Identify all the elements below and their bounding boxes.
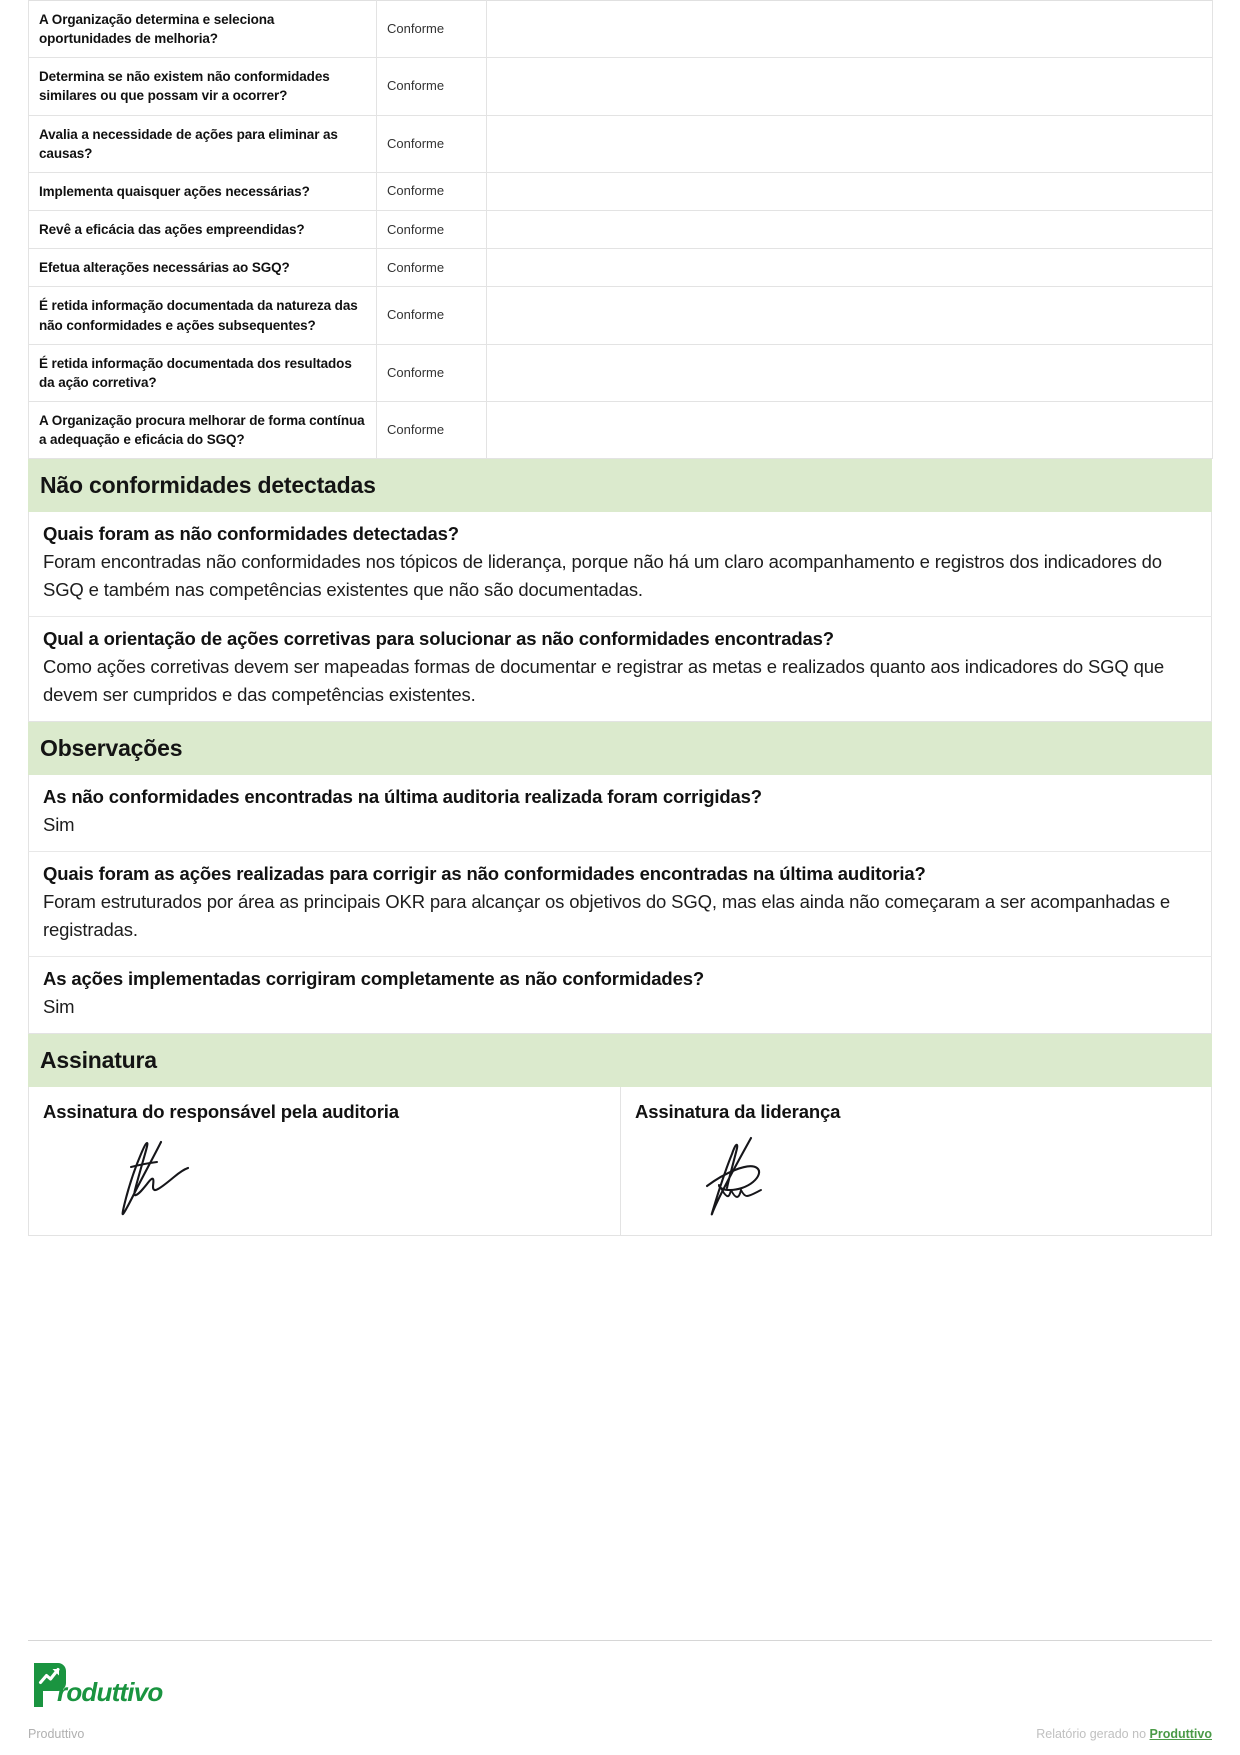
signature-block-auditor: [29, 1087, 620, 1235]
qa-answer: Sim: [43, 995, 75, 1017]
checklist-observation: [487, 287, 1213, 344]
checklist-observation: [487, 172, 1213, 210]
qa-question: As ações implementadas corrigiram completamente as não conformidades?: [43, 967, 705, 989]
checklist-answer: Conforme: [377, 172, 487, 210]
checklist-question: Implementa quaisquer ações necessárias?: [29, 172, 377, 210]
qa-answer: Foram estruturados por área as principais OKR para alcançar os objetivos do SGQ, mas elas ainda não começaram a ser acompanhadas e registradas.: [43, 890, 1171, 940]
table-row: [29, 402, 1213, 459]
checklist-answer: Conforme: [377, 287, 487, 344]
checklist-observation: [487, 58, 1213, 115]
checklist-observation: [487, 402, 1213, 459]
footer-generated-prefix: Relatório gerado no: [1036, 1727, 1150, 1741]
section-header-assinatura: Assinatura: [28, 1034, 1212, 1086]
signature-block-leadership: [620, 1087, 1211, 1235]
footer-produttivo-link[interactable]: Produttivo: [1149, 1727, 1212, 1741]
section-header-nao-conformidades: Não conformidades detectadas: [28, 459, 1212, 511]
checklist-question: Determina se não existem não conformidades similares ou que possam vir a ocorrer?: [29, 58, 377, 115]
qa-answer: Sim: [43, 813, 75, 835]
table-row: [29, 172, 1213, 210]
qa-block: [28, 852, 1212, 957]
produttivo-wordmark: roduttivo: [57, 1677, 163, 1707]
checklist-observation: [487, 249, 1213, 287]
table-row: [29, 115, 1213, 172]
produttivo-logo: [28, 1663, 162, 1709]
table-row: [29, 249, 1213, 287]
checklist-question: Efetua alterações necessárias ao SGQ?: [29, 249, 377, 287]
checklist-question: É retida informação documentada dos resultados da ação corretiva?: [29, 344, 377, 401]
qa-block: [28, 775, 1212, 852]
checklist-answer: Conforme: [377, 1, 487, 58]
table-row: [29, 1, 1213, 58]
qa-block: [28, 957, 1212, 1034]
conformity-checklist-table: [28, 0, 1213, 459]
checklist-answer: Conforme: [377, 58, 487, 115]
signature-label: Assinatura da liderança: [635, 1100, 841, 1122]
checklist-question: A Organização determina e seleciona oportunidades de melhoria?: [29, 1, 377, 58]
checklist-observation: [487, 1, 1213, 58]
section-header-observacoes: Observações: [28, 722, 1212, 774]
table-row: [29, 58, 1213, 115]
checklist-answer: Conforme: [377, 115, 487, 172]
qa-block: [28, 617, 1212, 722]
checklist-observation: [487, 115, 1213, 172]
footer-generated-by: [1036, 1727, 1212, 1741]
qa-question: As não conformidades encontradas na última auditoria realizada foram corrigidas?: [43, 785, 762, 807]
signature-image-auditor: [43, 1134, 606, 1216]
checklist-answer: Conforme: [377, 249, 487, 287]
footer-divider: [28, 1640, 1212, 1641]
signature-image-leadership: [635, 1134, 1197, 1216]
table-row: [29, 344, 1213, 401]
checklist-observation: [487, 344, 1213, 401]
checklist-question: Revê a eficácia das ações empreendidas?: [29, 211, 377, 249]
checklist-question: Avalia a necessidade de ações para eliminar as causas?: [29, 115, 377, 172]
checklist-observation: [487, 211, 1213, 249]
checklist-body: [29, 1, 1213, 459]
signature-label: Assinatura do responsável pela auditoria: [43, 1100, 399, 1122]
table-row: [29, 211, 1213, 249]
checklist-question: É retida informação documentada da natureza das não conformidades e ações subsequentes?: [29, 287, 377, 344]
qa-question: Quais foram as ações realizadas para corrigir as não conformidades encontradas na última auditoria?: [43, 862, 926, 884]
qa-question: Qual a orientação de ações corretivas para solucionar as não conformidades encontradas?: [43, 628, 834, 649]
qa-question: Quais foram as não conformidades detectadas?: [43, 522, 459, 544]
page-footer: [28, 1640, 1212, 1741]
footer-company-name: Produttivo: [28, 1727, 85, 1741]
checklist-answer: Conforme: [377, 344, 487, 401]
checklist-answer: Conforme: [377, 211, 487, 249]
qa-block: [28, 512, 1212, 617]
signature-row: [28, 1087, 1212, 1236]
qa-answer: Como ações corretivas devem ser mapeadas formas de documentar e registrar as metas e realizados quanto aos indicadores do SGQ que devem ser cumpridos e das competências existentes.: [43, 656, 1165, 706]
checklist-question: A Organização procura melhorar de forma contínua a adequação e eficácia do SGQ?: [29, 402, 377, 459]
footer-logo-row: [28, 1663, 1212, 1709]
footer-bottom: [28, 1727, 1212, 1741]
qa-answer: Foram encontradas não conformidades nos tópicos de liderança, porque não há um claro acompanhamento e registros dos indicadores do SGQ e também nas competências existentes que não são documentadas.: [43, 550, 1162, 600]
checklist-answer: Conforme: [377, 402, 487, 459]
table-row: [29, 287, 1213, 344]
